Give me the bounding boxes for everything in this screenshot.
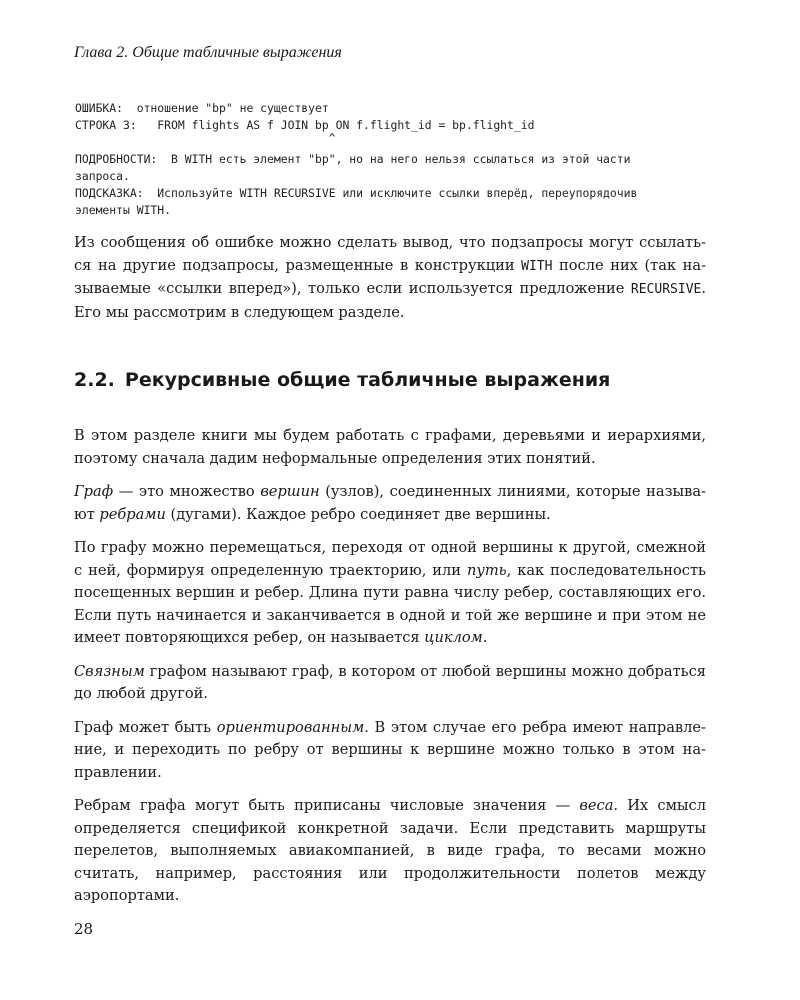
term-vertices: вершин	[260, 483, 320, 500]
term-graph: Граф	[74, 483, 114, 500]
error-listing	[75, 100, 735, 219]
term-connected: Связным	[74, 662, 145, 680]
text: Граф может быть	[74, 718, 217, 736]
error-line: ПОДРОБНОСТИ: В WITH есть элемент "bp", но на него нельзя ссылаться из этой части	[75, 152, 631, 166]
text: после них (так на-зываемые «ссылки вперед»), только если используется предложение	[74, 256, 707, 297]
running-header: Глава 2. Общие табличные выражения	[74, 44, 342, 61]
paragraph	[74, 481, 706, 526]
section-title: Рекурсивные общие табличные выражения	[124, 369, 611, 391]
term-oriented: ориентированным	[216, 718, 365, 736]
section-heading	[74, 369, 610, 391]
paragraph	[74, 537, 706, 650]
keyword-with: WITH	[521, 258, 553, 274]
paragraph: В этом разделе книги мы будем работать с графами, деревьями и иерархиями, поэтому сначала дадим неформальные определения этих понятий.	[74, 427, 706, 467]
error-caret: ^	[75, 131, 336, 145]
body-text	[74, 425, 706, 919]
error-line: запроса.	[75, 169, 130, 183]
text: графом называют граф, в котором от любой вершины можно добраться до любой другой.	[74, 662, 706, 702]
section-number: 2.2.	[74, 369, 115, 391]
text: Ребрам графа могут быть приписаны числовые значения —	[74, 797, 580, 814]
paragraph	[74, 717, 706, 785]
text: .	[482, 629, 488, 646]
text: (узлов), соединенных линиями, которые называ-ют	[74, 483, 706, 523]
page-number: 28	[74, 920, 94, 938]
text: . Его мы рассмотрим в следующем разделе.	[74, 280, 706, 321]
error-line: элементы WITH.	[75, 203, 172, 217]
error-line: ПОДСКАЗКА: Используйте WITH RECURSIVE или исключите ссылки вперёд, переупорядочив	[75, 186, 638, 200]
error-line: ОШИБКА: отношение "bp" не существует	[75, 101, 329, 115]
paragraph	[74, 661, 706, 706]
term-path: путь	[466, 561, 507, 579]
text: , как последовательность посещенных вершин и ребер. Длина пути равна числу ребер, составляющих его. Если путь начинается и заканчивается в одной и той же вершине и при этом не имеет повторяющихся ребер, он называется	[74, 561, 707, 646]
text: Из сообщения об ошибке можно сделать вывод, что подзапросы могут ссылать-ся на другие подзапросы, размещенные в конструкции	[74, 234, 706, 274]
text: (дугами). Каждое ребро соединяет две вершины.	[165, 505, 551, 523]
text: — это множество	[113, 483, 261, 500]
term-edges: ребрами	[99, 505, 166, 523]
error-line: СТРОКА 3: FROM flights AS f JOIN bp ON f.flight_id = bp.flight_id	[75, 118, 535, 132]
intro-block	[74, 232, 706, 335]
intro-paragraph	[74, 232, 706, 324]
text: По графу можно перемещаться, переходя от одной вершины к другой, смежной с ней, формируя определенную траекторию, или	[74, 539, 706, 579]
keyword-recursive: RECURSIVE	[630, 282, 702, 297]
text: . Их смысл определяется спецификой конкретной задачи. Если представить маршруты перелетов, выполняемых авиакомпанией, в виде графа, то весами можно считать, например, расстояния или продолжительности полетов между аэропортами.	[74, 797, 706, 904]
term-cycle: циклом	[424, 629, 483, 646]
term-weights: веса	[579, 797, 614, 814]
paragraph	[74, 795, 706, 908]
text: . В этом случае его ребра имеют направле-ние, и переходить по ребру от вершины к вершине можно только в этом на-правлении.	[74, 718, 706, 781]
